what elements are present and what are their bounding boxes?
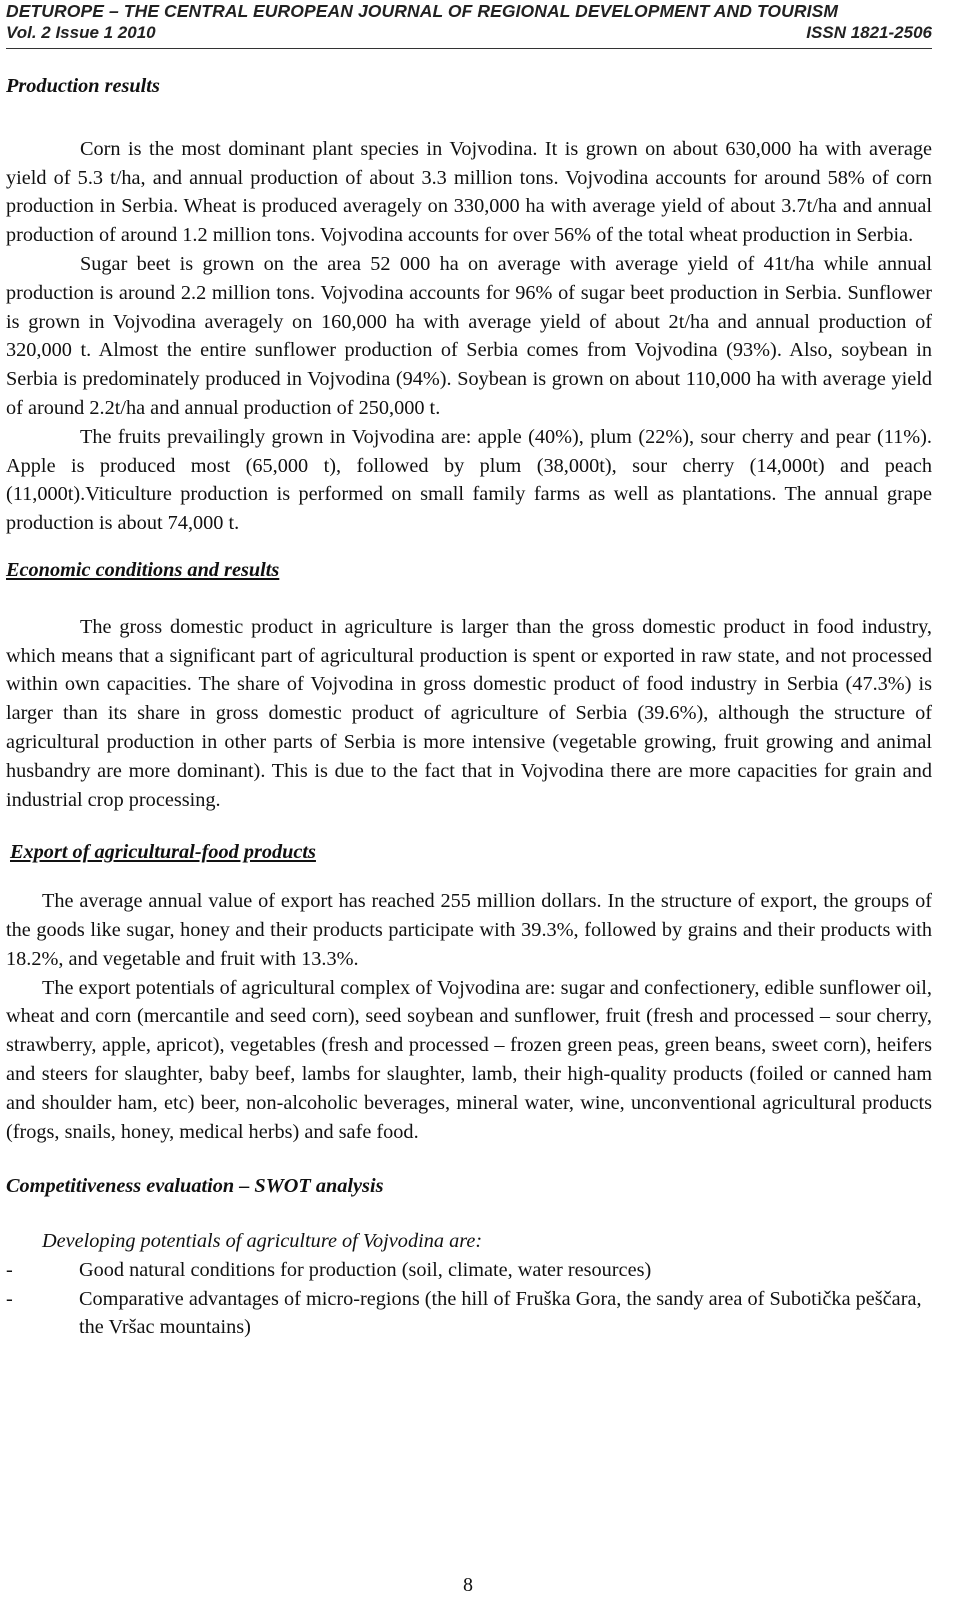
list-item-text: Good natural conditions for production (soil, climate, water resources): [79, 1258, 652, 1281]
paragraph: The export potentials of agricultural complex of Vojvodina are: sugar and confectionery, edible sunflower oil, wheat and corn (mercantile and seed corn), seed soybean and sunflower, fruit (fresh and processed – sour cherry, strawberry, apple, apricot), vegetables (fresh and processed – frozen green peas, green beans, sweet corn), heifers and steers for slaughter, baby beef, lambs for slaughter, lamb, their high-quality products (foiled or canned ham and shoulder ham, etc) beer, non-alcoholic beverages, mineral water, wine, unconventional agricultural products (frogs, snails, honey, medical herbs) and safe food.: [6, 976, 932, 1143]
paragraph: Sugar beet is grown on the area 52 000 ha on average with average yield of 41t/ha while annual production is around 2.2 million tons. Vojvodina accounts for 96% of sugar beet production in Serbia. Sunflower is grown in Vojvodina averagely on 160,000 ha with average yield of about 2t/ha and annual production of 320,000 t. Almost the entire sunflower production of Serbia comes from Vojvodina (93%). Also, soybean in Serbia is predominately produced in Vojvodina (94%). Soybean is grown on about 110,000 ha with average yield of around 2.2t/ha and annual production of 250,000 t.: [6, 252, 932, 419]
list-item-text: Comparative advantages of micro-regions (the hill of Fruška Gora, the sandy area of Subotička peščara, the Vršac mountains): [79, 1287, 922, 1339]
paragraph: The fruits prevailingly grown in Vojvodina are: apple (40%), plum (22%), sour cherry and pear (11%). Apple is produced most (65,000 t), followed by plum (38,000t), sour cherry (14,000t) and peach (11,000t).Viticulture production is performed on small family farms as well as plantations. The annual grape production is about 74,000 t.: [6, 425, 932, 535]
issue-line: [6, 22, 932, 44]
list-item: [6, 1256, 932, 1285]
running-header: [6, 0, 932, 44]
subheading: Developing potentials of agriculture of Vojvodina are:: [42, 1230, 483, 1253]
section-heading-export: Export of agricultural-food products: [10, 841, 316, 864]
section-heading-competitiveness: Competitiveness evaluation – SWOT analysis: [6, 1175, 384, 1198]
list-bullet: -: [6, 1258, 13, 1281]
paragraph: The gross domestic product in agriculture is larger than the gross domestic product in food industry, which means that a significant part of agricultural production is spent or exported in raw state, and not processed within own capacities. The share of Vojvodina in gross domestic product of food industry in Serbia (47.3%) is larger than its share in gross domestic product of agriculture of Serbia (39.6%), although the structure of agricultural production in other parts of Serbia is more intensive (vegetable growing, fruit growing and animal husbandry are more dominant). This is due to the fact that in Vojvodina there are more capacities for grain and industrial crop processing.: [6, 615, 932, 811]
list-bullet: -: [6, 1287, 13, 1310]
volume-info: Vol. 2 Issue 1 2010: [6, 23, 156, 42]
body-text: [6, 72, 932, 1342]
issn: ISSN 1821-2506: [806, 23, 932, 42]
journal-title: DETUROPE – THE CENTRAL EUROPEAN JOURNAL OF REGIONAL DEVELOPMENT AND TOURISM: [6, 1, 839, 21]
page-number: 8: [463, 1574, 473, 1596]
list-item: [6, 1285, 932, 1343]
paragraph: Corn is the most dominant plant species in Vojvodina. It is grown on about 630,000 ha with average yield of 5.3 t/ha, and annual production of about 3.3 million tons. Vojvodina accounts for around 58% of corn production in Serbia. Wheat is produced averagely on 330,000 ha with average yield of about 3.7t/ha and annual production of around 1.2 million tons. Vojvodina accounts for over 56% of the total wheat production in Serbia.: [6, 137, 932, 247]
section-heading-production: Production results: [6, 75, 160, 97]
section-heading-economic: Economic conditions and results: [6, 558, 280, 581]
paragraph: The average annual value of export has reached 255 million dollars. In the structure of export, the groups of the goods like sugar, honey and their products participate with 39.3%, followed by grains and their products with 18.2%, and vegetable and fruit with 13.3%.: [6, 890, 932, 970]
potentials-list: [6, 1256, 932, 1342]
header-divider: [6, 48, 932, 49]
